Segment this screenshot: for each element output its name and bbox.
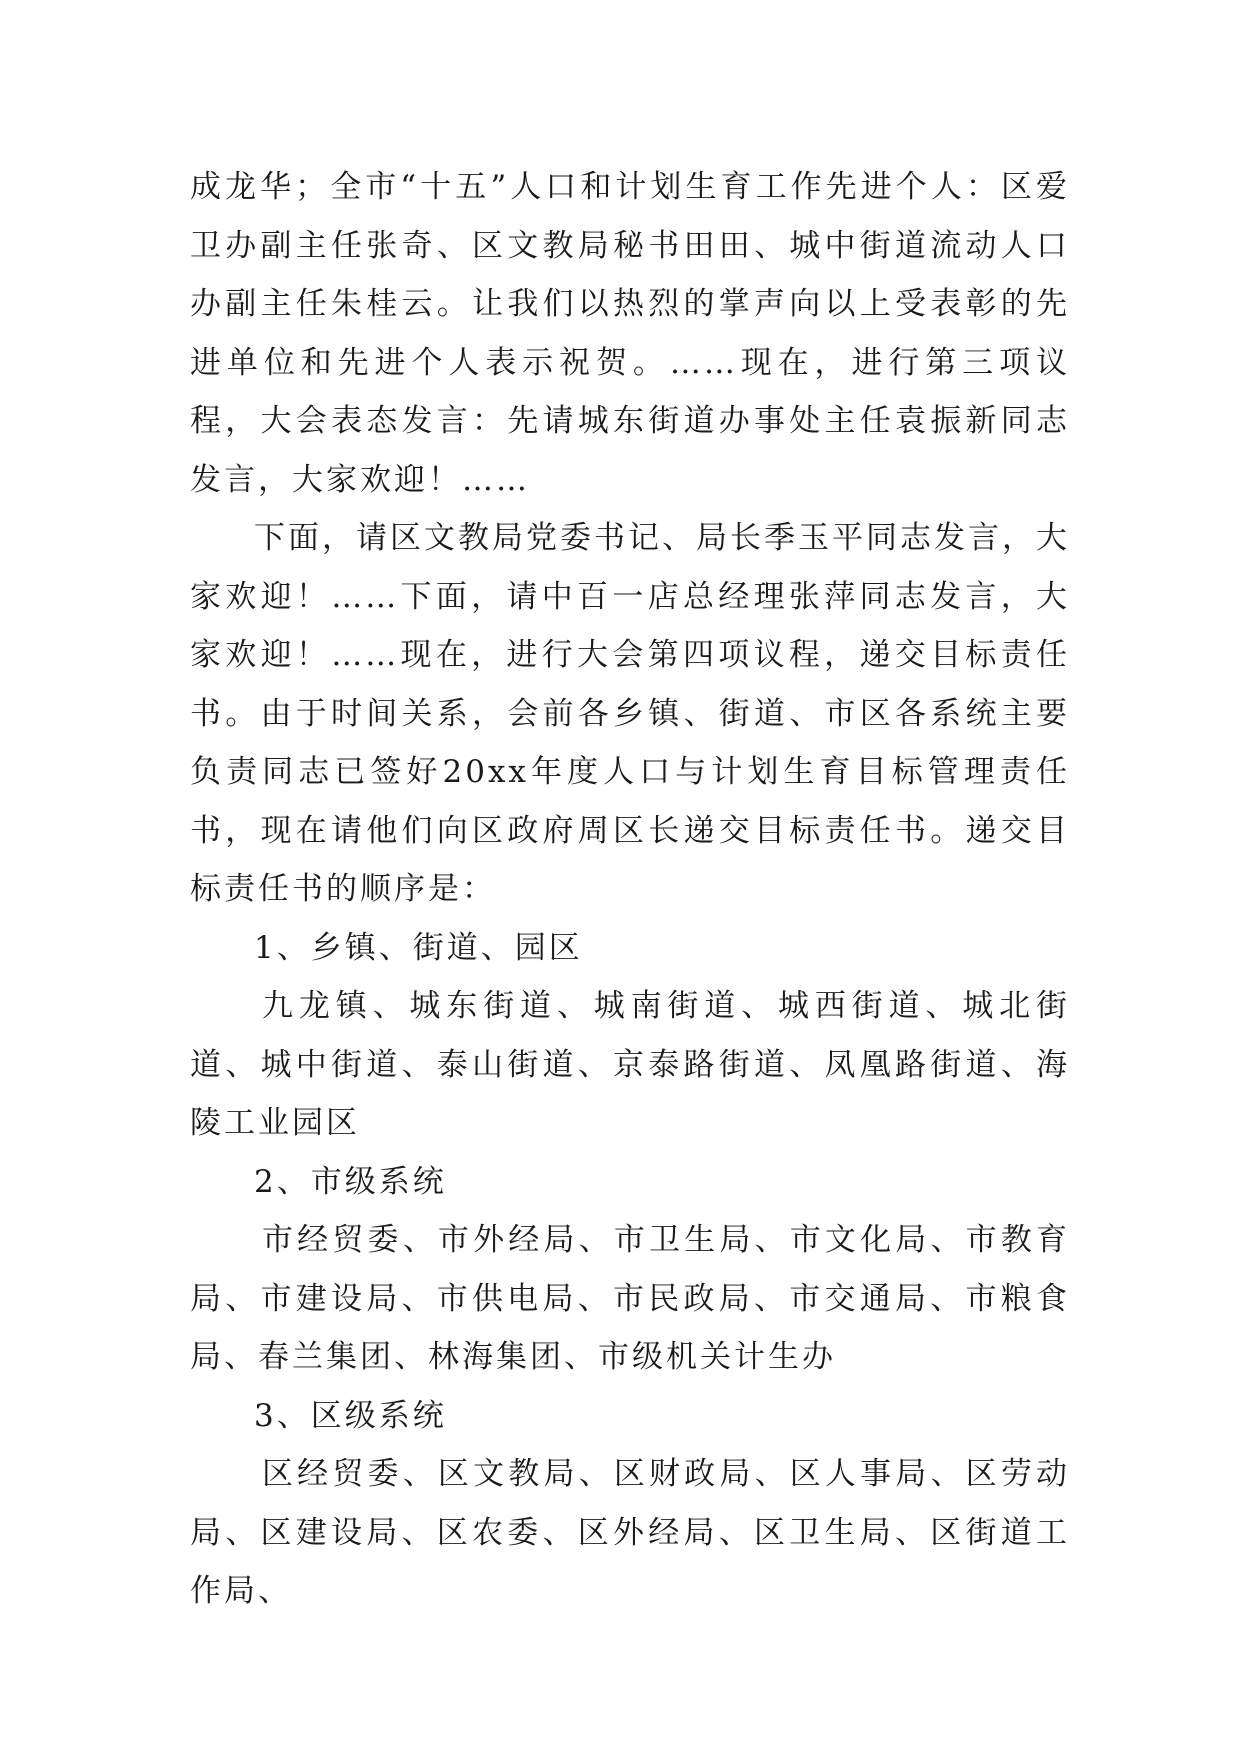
document-body — [190, 158, 1070, 1621]
paragraph-agenda: 下面，请区文教局党委书记、局长季玉平同志发言，大家欢迎！……下面，请中百一店总经理张萍同志发言，大家欢迎！……现在，进行大会第四项议程，递交目标责任书。由于时间关系，会前各乡镇、街道、市区各系统主要负责同志已签好20xx年度人口与计划生育目标管理责任书，现在请他们向区政府周区长递交目标责任书。递交目标责任书的顺序是： — [190, 520, 1070, 907]
paragraph-commendation: 成龙华；全市“十五”人口和计划生育工作先进个人：区爱卫办副主任张奇、区文教局秘书田田、城中街道流动人口办副主任朱桂云。让我们以热烈的掌声向以上受表彰的先进单位和先进个人表示祝贺。……现在，进行第三项议程，大会表态发言：先请城东街道办事处主任袁振新同志发言，大家欢迎！…… — [190, 169, 1070, 498]
list-body-city-systems: 市经贸委、市外经局、市卫生局、市文化局、市教育局、市建设局、市供电局、市民政局、市交通局、市粮食局、春兰集团、林海集团、市级机关计生办 — [190, 1222, 1070, 1375]
list-heading-city-systems: 2、市级系统 — [254, 1163, 447, 1200]
list-heading-townships: 1、乡镇、街道、园区 — [254, 929, 583, 966]
list-body-townships: 九龙镇、城东街道、城南街道、城西街道、城北街道、城中街道、泰山街道、京泰路街道、凤凰路街道、海陵工业园区 — [190, 988, 1070, 1141]
list-body-district-systems: 区经贸委、区文教局、区财政局、区人事局、区劳动局、区建设局、区农委、区外经局、区卫生局、区街道工作局、 — [190, 1456, 1070, 1609]
list-heading-district-systems: 3、区级系统 — [254, 1397, 447, 1434]
